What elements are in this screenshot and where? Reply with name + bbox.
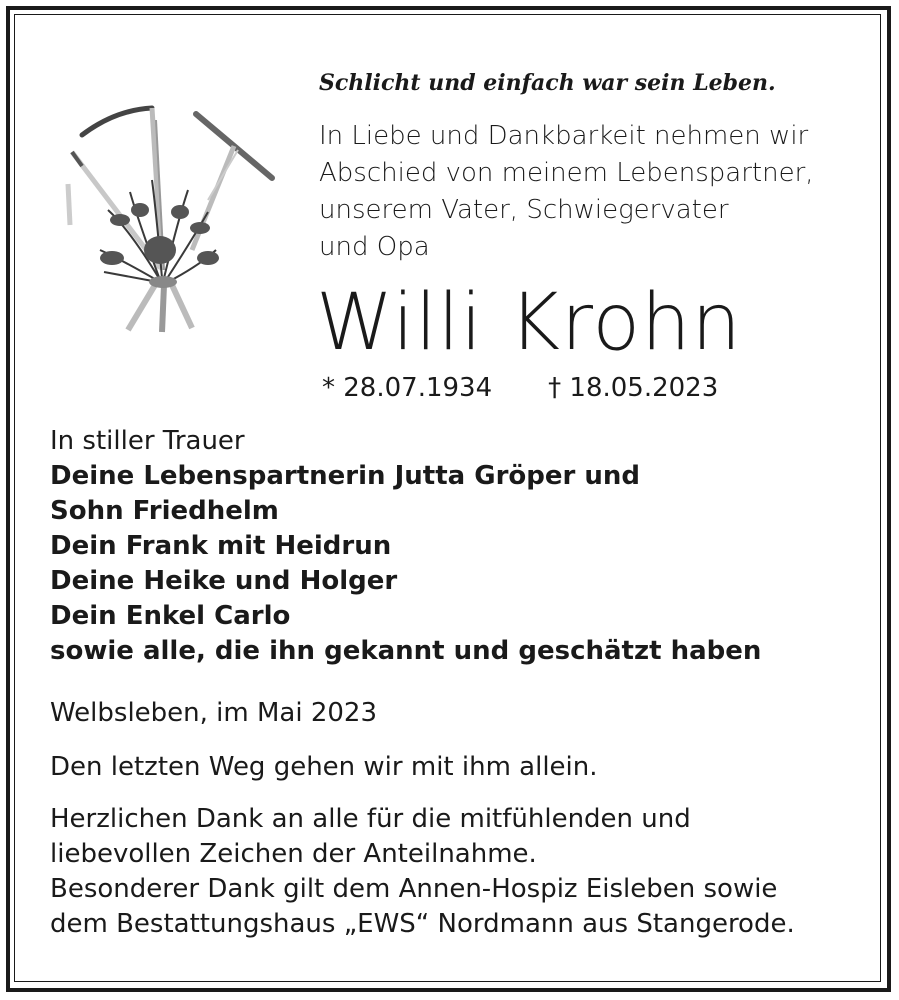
intro-line: und Opa bbox=[319, 232, 430, 262]
motto: Schlicht und einfach war sein Leben. bbox=[319, 70, 776, 96]
mourner-line: Dein Frank mit Heidrun bbox=[50, 531, 392, 561]
thanks-line: Besonderer Dank gilt dem Annen-Hospiz Eisleben sowie bbox=[50, 874, 778, 904]
mourners-intro: In stiller Trauer bbox=[50, 426, 245, 456]
life-dates bbox=[322, 370, 718, 406]
intro-line: In Liebe und Dankbarkeit nehmen wir bbox=[319, 121, 809, 151]
thanks-line: dem Bestattungshaus „EWS“ Nordmann aus Stangerode. bbox=[50, 909, 795, 939]
mourner-line: sowie alle, die ihn gekannt und geschätzt haben bbox=[50, 636, 762, 666]
mourner-line: Deine Heike und Holger bbox=[50, 566, 398, 596]
intro-line: Abschied von meinem Lebenspartner, bbox=[319, 158, 814, 188]
mourner-line: Deine Lebenspartnerin Jutta Gröper und bbox=[50, 461, 641, 491]
birth-date: * 28.07.1934 bbox=[322, 373, 493, 403]
mourners-block bbox=[50, 424, 761, 669]
thanks-line: Herzlichen Dank an alle für die mitfühlenden und bbox=[50, 804, 691, 834]
last-path-note: Den letzten Weg gehen wir mit ihm allein. bbox=[50, 752, 598, 782]
death-date: † 18.05.2023 bbox=[548, 373, 719, 403]
intro-line: unserem Vater, Schwiegervater bbox=[319, 195, 729, 225]
intro-text bbox=[319, 118, 814, 266]
mourner-line: Dein Enkel Carlo bbox=[50, 601, 291, 631]
thanks-line: liebevollen Zeichen der Anteilnahme. bbox=[50, 839, 537, 869]
scythe-rake-bouquet-icon bbox=[60, 100, 290, 340]
deceased-name: Willi Krohn bbox=[316, 278, 742, 368]
thanks-block bbox=[50, 802, 795, 942]
mourner-line: Sohn Friedhelm bbox=[50, 496, 279, 526]
place-date: Welbsleben, im Mai 2023 bbox=[50, 698, 378, 728]
